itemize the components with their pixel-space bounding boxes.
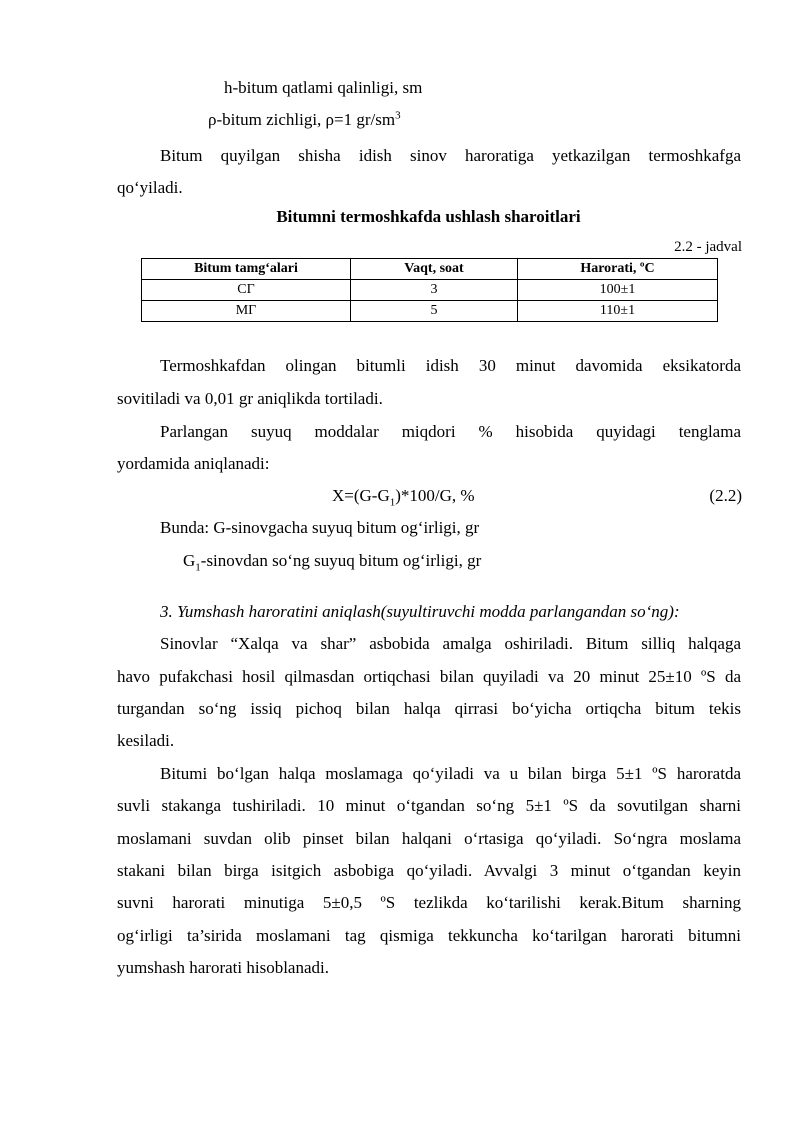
- paragraph-line: havo pufakchasi hosil qilmasdan ortiqchasi bilan quyiladi va 20 minut 25±10 ºS da: [117, 667, 741, 686]
- paragraph-line: Sinovlar “Xalqa va shar” asbobida amalga oshiriladi. Bitum silliq halqaga: [160, 634, 741, 653]
- h-definition: h-bitum qatlami qalinligi, sm: [224, 78, 423, 97]
- table-header-cell: Harorati, ºC: [518, 259, 718, 280]
- table-cell: СГ: [142, 280, 351, 301]
- table-cell: 100±1: [518, 280, 718, 301]
- table-caption: 2.2 - jadval: [674, 239, 742, 255]
- table-row: [142, 280, 718, 301]
- paragraph-line: qo‘yiladi.: [117, 178, 183, 197]
- table-cell: 5: [351, 301, 518, 322]
- table-header-cell: Bitum tamg‘alari: [142, 259, 351, 280]
- paragraph-line: yumshash harorati hisoblanadi.: [117, 958, 329, 977]
- equation-number: (2.2): [709, 486, 742, 505]
- table-header-cell: Vaqt, soat: [351, 259, 518, 280]
- equation: $X=(G-G_1)*100/G$, %: [332, 486, 475, 509]
- paragraph-line: Bitum quyilgan shisha idish sinov haroratiga yetkazilgan termoshkafga: [160, 146, 741, 165]
- table-cell: МГ: [142, 301, 351, 322]
- paragraph-line: yordamida aniqlanadi:: [117, 454, 270, 473]
- paragraph-line: moslamani suvdan olib pinset bilan halqani o‘rtasiga qo‘yiladi. So‘ngra moslama: [117, 829, 741, 848]
- bunda-line: Bunda: G-sinovgacha suyuq bitum og‘irligi, gr: [160, 518, 480, 537]
- paragraph-line: stakani bilan birga isitgich asbobiga qo‘yiladi. Avvalgi 3 minut o‘tgandan keyin: [117, 861, 741, 880]
- table-cell: 3: [351, 280, 518, 301]
- paragraph-line: Bitumi bo‘lgan halqa moslamaga qo‘yiladi va u bilan birga 5±1 ºS haroratda: [160, 764, 741, 783]
- table-header-row: [142, 259, 718, 280]
- paragraph-line: suvli stakanga tushiriladi. 10 minut o‘tgandan so‘ng 5±1 ºS da sovutilgan sharni: [117, 796, 741, 815]
- table-row: [142, 301, 718, 322]
- paragraph-line: og‘irligi ta’sirida moslamani tag qismiga tekkuncha ko‘tarilgan harorati bitumni: [117, 926, 741, 945]
- paragraph-line: Termoshkafdan olingan bitumli idish 30 minut davomida eksikatorda: [160, 356, 741, 375]
- rho-definition: ρ-bitum zichligi, ρ=1 $gr/sm^3$: [208, 109, 401, 129]
- paragraph-line: kesiladi.: [117, 731, 175, 750]
- section-heading: 3. Yumshash haroratini aniqlash(suyultiruvchi modda parlangandan so‘ng):: [160, 602, 680, 621]
- conditions-table: [141, 258, 718, 322]
- paragraph-line: sovitiladi va 0,01 gr aniqlikda tortiladi.: [117, 389, 383, 408]
- paragraph-line: suvni harorati minutiga 5±0,5 ºS tezlikda ko‘tarilishi kerak.Bitum sharning: [117, 893, 741, 912]
- g1-definition: $G_1$-sinovdan so‘ng suyuq bitum og‘irligi, gr: [183, 551, 482, 574]
- paragraph-line: Parlangan suyuq moddalar miqdori % hisobida quyidagi tenglama: [160, 422, 741, 441]
- paragraph-line: turgandan so‘ng issiq pichoq bilan halqa qirrasi bo‘yicha ortiqcha bitum tekis: [117, 699, 741, 718]
- table-cell: 110±1: [518, 301, 718, 322]
- table-title: Bitumni termoshkafda ushlash sharoitlari: [276, 207, 581, 226]
